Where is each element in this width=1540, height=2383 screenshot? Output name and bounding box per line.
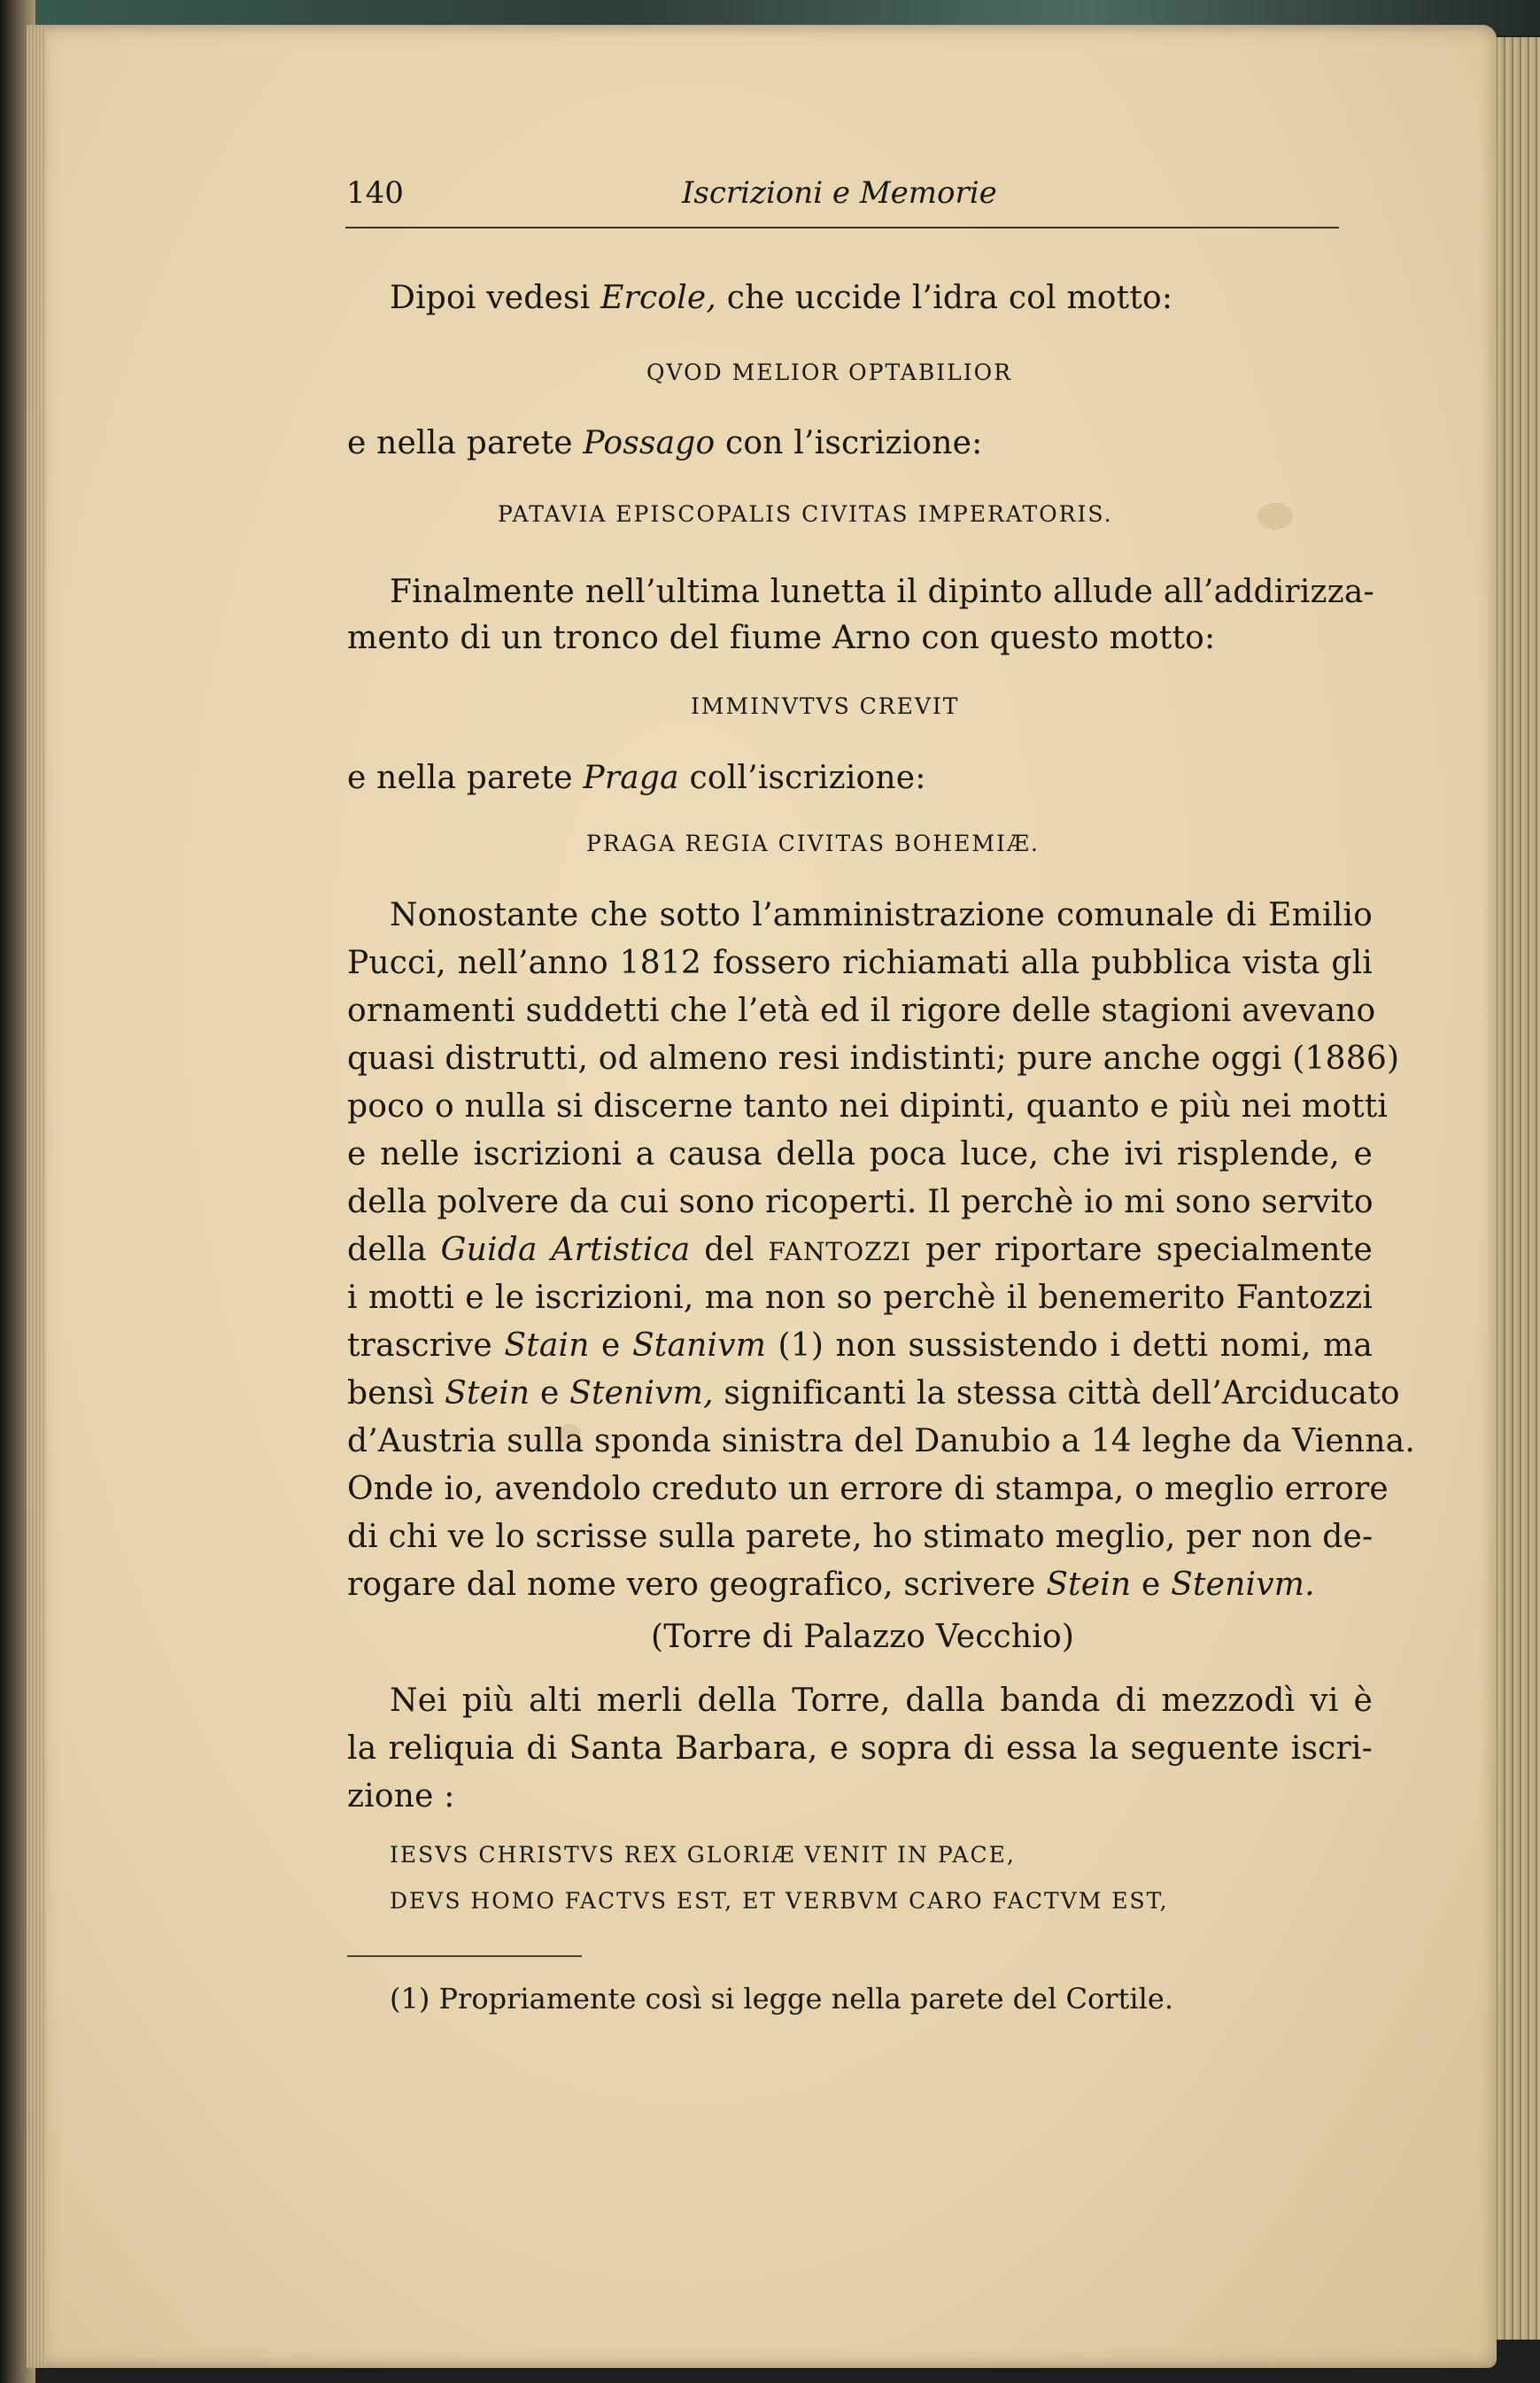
text-line: di chi ve lo scrisse sulla parete, ho stimato meglio, per non de- bbox=[347, 1519, 1374, 1555]
text-line: i motti e le iscrizioni, ma non so perchè il benemerito Fantozzi bbox=[347, 1280, 1373, 1316]
inscription: QVOD MELIOR OPTABILIOR bbox=[646, 360, 1012, 385]
text-line: Dipoi vedesi Ercole, che uccide l’idra col motto: bbox=[390, 280, 1173, 316]
text-line: Onde io, avendolo creduto un errore di stampa, o meglio errore bbox=[347, 1471, 1389, 1507]
footnote-rule bbox=[347, 1955, 582, 1957]
header-rule bbox=[345, 227, 1339, 228]
text-line: e nelle iscrizioni a causa della poca luce, che ivi risplende, e bbox=[347, 1136, 1373, 1172]
running-title: Iscrizioni e Memorie bbox=[682, 175, 997, 211]
text-line: d’Austria sulla sponda sinistra del Danubio a 14 leghe da Vienna. bbox=[347, 1423, 1415, 1459]
text-line: la reliquia di Santa Barbara, e sopra di essa la seguente iscri- bbox=[347, 1730, 1373, 1767]
footnote: (1) Propriamente così si legge nella parete del Cortile. bbox=[390, 1982, 1173, 2015]
text-line: trascrive Stain e Stanivm (1) non sussistendo i detti nomi, ma bbox=[347, 1327, 1374, 1364]
text-line: della polvere da cui sono ricoperti. Il perchè io mi sono servito bbox=[347, 1184, 1374, 1220]
paper-stain bbox=[1258, 503, 1293, 530]
inscription: PRAGA REGIA CIVITAS BOHEMIÆ. bbox=[586, 831, 1040, 856]
text-line: quasi distrutti, od almeno resi indistinti; pure anche oggi (1886) bbox=[347, 1041, 1400, 1077]
inscription: DEVS HOMO FACTVS EST, ET VERBVM CARO FACTVM EST, bbox=[390, 1888, 1169, 1914]
page-gutter bbox=[27, 25, 46, 2368]
page-number: 140 bbox=[346, 175, 404, 211]
text-line: zione : bbox=[347, 1778, 455, 1814]
text-line: Pucci, nell’anno 1812 fossero richiamati alla pubblica vista gli bbox=[347, 945, 1373, 981]
text-line: e nella parete Praga coll’iscrizione: bbox=[347, 760, 926, 796]
text-line: e nella parete Possago con l’iscrizione: bbox=[347, 425, 983, 461]
text-line: Finalmente nell’ultima lunetta il dipinto allude all’addirizza- bbox=[390, 574, 1374, 610]
text-line: della Guida Artistica del FANTOZZI per riportare specialmente bbox=[347, 1232, 1373, 1268]
text-line: poco o nulla si discerne tanto nei dipinti, quanto e più nei motti bbox=[347, 1088, 1389, 1125]
inscription: IESVS CHRISTVS REX GLORIÆ VENIT IN PACE, bbox=[390, 1842, 1016, 1868]
text-line: Nonostante che sotto l’amministrazione comunale di Emilio bbox=[390, 897, 1373, 933]
text-line: rogare dal nome vero geografico, scrivere Stein e Stenivm. bbox=[347, 1567, 1315, 1603]
section-heading: (Torre di Palazzo Vecchio) bbox=[651, 1619, 1075, 1655]
inscription: IMMINVTVS CREVIT bbox=[691, 693, 960, 719]
text-line: mento di un tronco del fiume Arno con questo motto: bbox=[347, 620, 1216, 656]
book-page bbox=[27, 25, 1497, 2368]
inscription: PATAVIA EPISCOPALIS CIVITAS IMPERATORIS. bbox=[498, 501, 1113, 527]
text-line: ornamenti suddetti che l’età ed il rigore delle stagioni avevano bbox=[347, 993, 1376, 1029]
text-line: bensì Stein e Stenivm, significanti la stessa città dell’Arciducato bbox=[347, 1375, 1400, 1412]
text-line: Nei più alti merli della Torre, dalla banda di mezzodì vi è bbox=[390, 1683, 1373, 1719]
